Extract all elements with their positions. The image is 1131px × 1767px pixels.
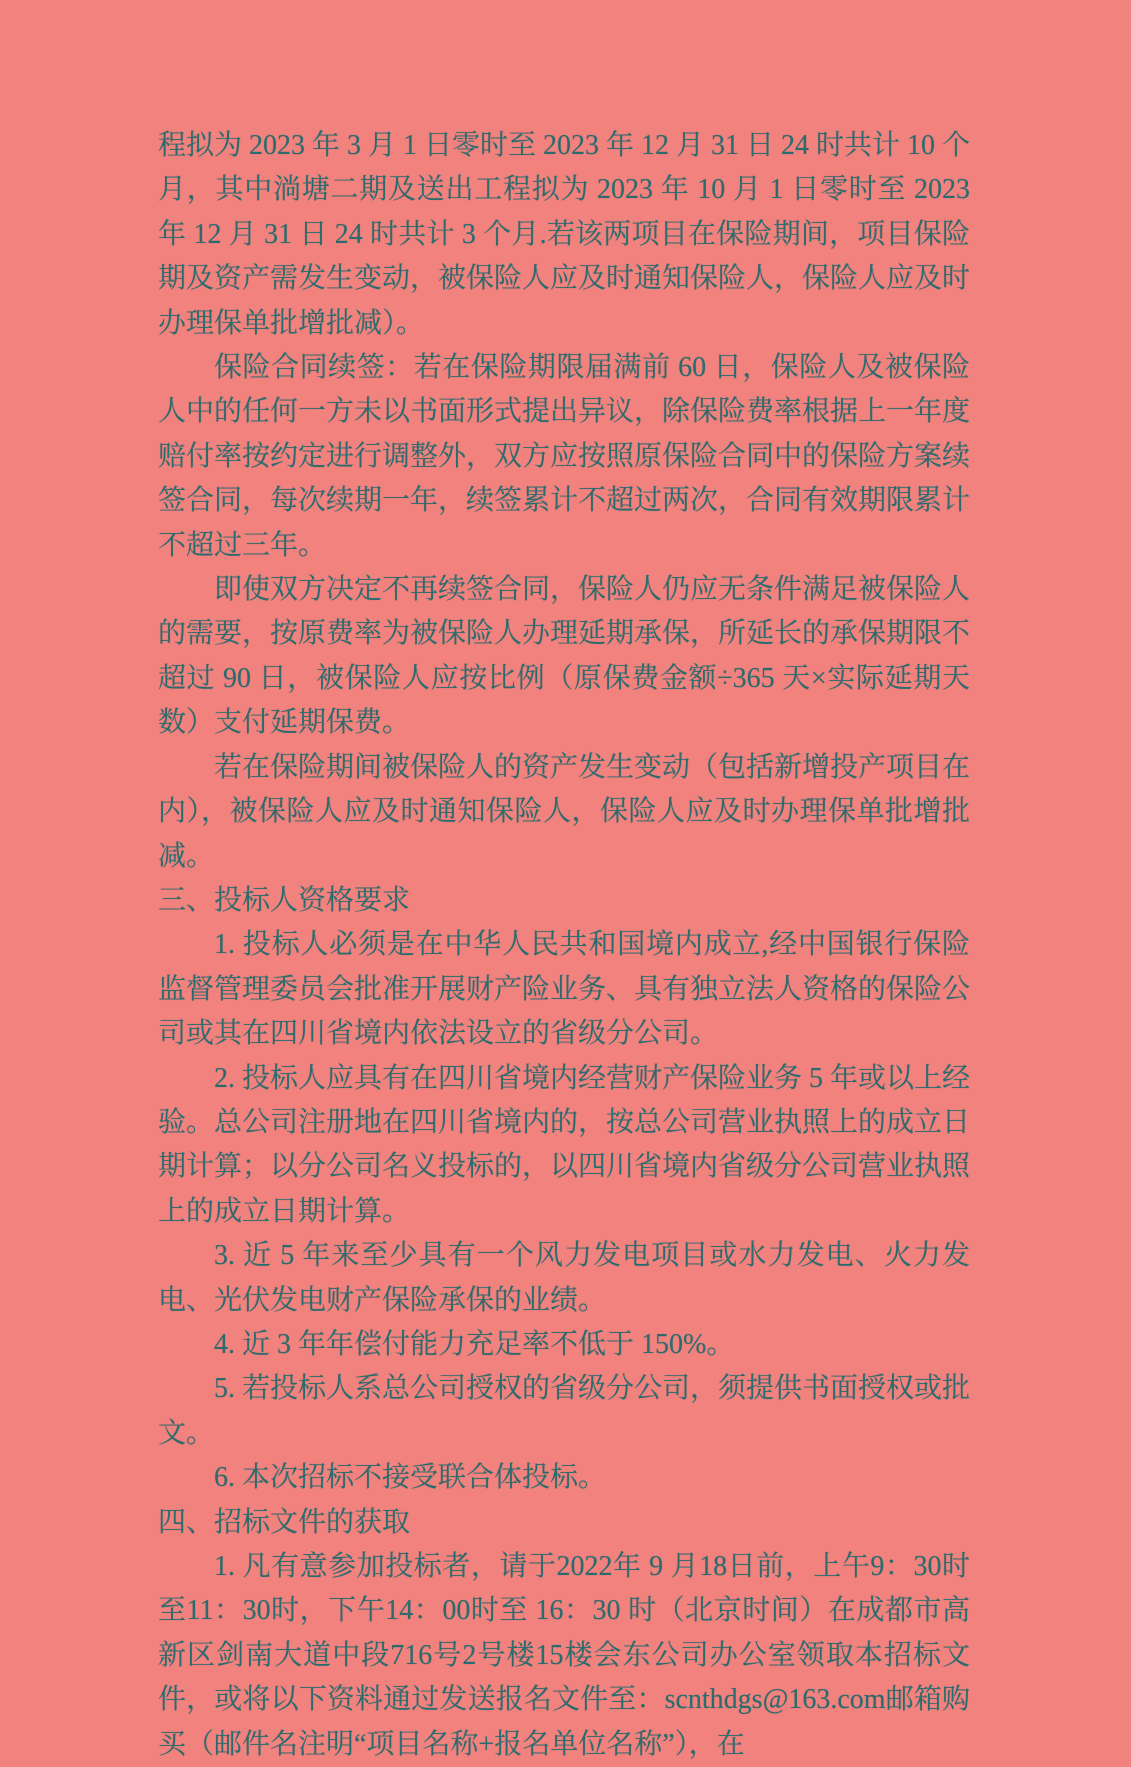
body-paragraph: 2. 投标人应具有在四川省境内经营财产保险业务 5 年或以上经验。总公司注册地在四川省境内的，按总公司营业执照上的成立日期计算；以分公司名义投标的，以四川省境内省级分公司营业执照上的成立日期计算。	[158, 1062, 971, 1227]
body-paragraph: 1. 凡有意参加投标者，请于2022年 9 月18日前，上午9：30时至11：30时，下午14：00时至 16：30 时（北京时间）在成都市高新区剑南大道中段716号2号楼15楼会东公司办公室领取本招标文件，或将以下资料通过发送报名文件至：scnthdgs@163.com邮箱购买（邮件名注明“项目名称+报名单位名称”），在	[158, 1551, 970, 1760]
body-paragraph: 1. 投标人必须是在中华人民共和国境内成立,经中国银行保险监督管理委员会批准开展财产险业务、具有独立法人资格的保险公司或其在四川省境内依法设立的省级分公司。	[158, 929, 971, 1050]
body-paragraph: 程拟为 2023 年 3 月 1 日零时至 2023 年 12 月 31 日 24 时共计 10 个月，其中淌塘二期及送出工程拟为 2023 年 10 月 1 日零时至 2023 年 12 月 31 日 24 时共计 3 个月.若该两项目在保险期间，项目保险期及资产需发生变动，被保险人应及时通知保险人，保险人应及时办理保单批增批减）。	[158, 130, 971, 339]
body-paragraph: 4. 近 3 年年偿付能力充足率不低于 150%。	[214, 1328, 735, 1360]
body-paragraph: 保险合同续签：若在保险期限届满前 60 日，保险人及被保险人中的任何一方未以书面形式提出异议，除保险费率根据上一年度赔付率按约定进行调整外，双方应按照原保险合同中的保险方案续签合同，每次续期一年，续签累计不超过两次，合同有效期限累计不超过三年。	[158, 352, 971, 561]
page-content	[158, 124, 970, 1767]
body-paragraph: 5. 若投标人系总公司授权的省级分公司，须提供书面授权或批文。	[158, 1373, 971, 1449]
body-paragraph: 6. 本次招标不接受联合体投标。	[214, 1462, 607, 1494]
body-paragraph: 若在保险期间被保险人的资产发生变动（包括新增投产项目在内），被保险人应及时通知保险人，保险人应及时办理保单批增批减。	[158, 751, 971, 872]
section-heading: 四、招标文件的获取	[158, 1506, 411, 1538]
body-paragraph: 即使双方决定不再续签合同，保险人仍应无条件满足被保险人的需要，按原费率为被保险人办理延期承保，所延长的承保期限不超过 90 日，被保险人应按比例（原保费金额÷365 天×实际延期天数）支付延期保费。	[158, 574, 971, 739]
body-paragraph: 3. 近 5 年来至少具有一个风力发电项目或水力发电、火力发电、光伏发电财产保险承保的业绩。	[158, 1240, 970, 1316]
section-heading: 三、投标人资格要求	[158, 884, 411, 916]
